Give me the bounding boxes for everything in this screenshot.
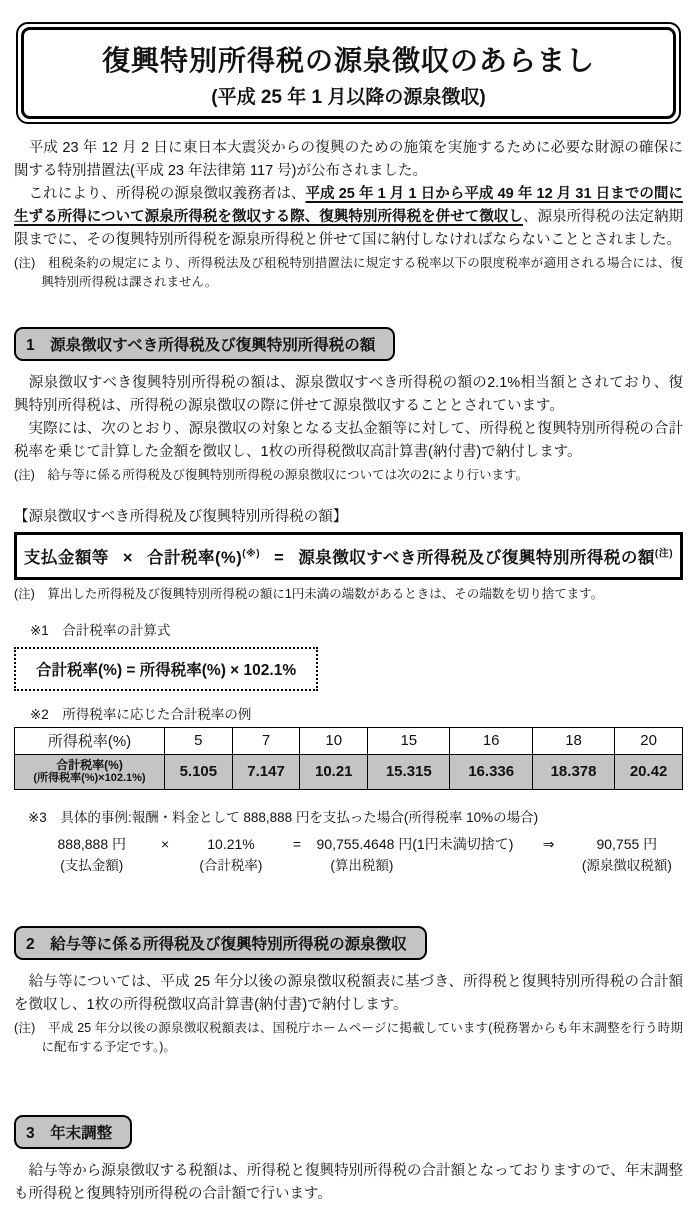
- total-rate-value: 20.42: [615, 754, 683, 789]
- example-block: [14, 806, 683, 876]
- section-2-note: (注) 平成 25 年分以後の源泉徴収税額表は、国税庁ホームページに掲載しています(税務署からも年末調整を行う時期に配布する予定です。)。: [14, 1020, 683, 1054]
- section-1-note: (注) 給与等に係る所得税及び復興特別所得税の源泉徴収については次の2により行います。: [14, 467, 529, 482]
- income-rate-value: 16: [450, 727, 532, 754]
- intro-note: (注) 租税条約の規定により、所得税法及び租税特別措置法に規定する税率以下の限度税率が適用される場合には、復興特別所得税は課されません。: [14, 256, 683, 289]
- document-page: [0, 22, 697, 1202]
- section-2-paragraph: 給与等については、平成 25 年分以後の源泉徴収税額表に基づき、所得税と復興特別所得税の合計額を徴収し、1枚の所得税徴収高計算書(納付書)で納付します。: [14, 973, 683, 1013]
- formula-result-superscript: (注): [654, 548, 674, 559]
- rates-table-income-row: [15, 727, 683, 754]
- total-rate-row-label: [15, 754, 165, 789]
- income-rate-value: 10: [300, 727, 368, 754]
- example-amount-label: (支払金額): [60, 857, 124, 873]
- intro-paragraph-2: [14, 183, 683, 252]
- example-result: 90,755.4648 円(1円未満切捨て): [316, 835, 514, 852]
- equals-sign: =: [274, 548, 285, 567]
- income-rate-value: 18: [532, 727, 614, 754]
- section-1-header: 1 源泉徴収すべき所得税及び復興特別所得税の額: [14, 327, 395, 361]
- income-rate-value: 20: [615, 727, 683, 754]
- example-spacer: [145, 855, 184, 876]
- section-3-header: 3 年末調整: [14, 1115, 132, 1149]
- total-rate-value: 18.378: [532, 754, 614, 789]
- intro-emphasis: 平成 25 年 1 月 1 日から平成 49 年 12 月 31 日までの間に生ずる所得について源泉所得税を徴収する際、復興特別所得税を併せて徴収し: [14, 186, 684, 225]
- total-rate-value: 15.315: [368, 754, 450, 789]
- withholding-formula-box: [14, 532, 683, 580]
- intro-paragraph-1: 平成 23 年 12 月 2 日に東日本大震災からの復興のための施策を実施するために必要な財源の確保に関する特別措置法(平成 23 年法律第 117 号)が公布されました。: [14, 140, 683, 179]
- formula-label: 【源泉徴収すべき所得税及び復興特別所得税の額】: [14, 508, 348, 525]
- example-final-label: (源泉徴収税額): [581, 857, 672, 873]
- example-labels-row: [38, 855, 683, 876]
- income-rate-value: 15: [368, 727, 450, 754]
- income-rate-row-label: 所得税率(%): [15, 727, 165, 754]
- example-spacer: [527, 855, 571, 876]
- income-rate-value: 7: [232, 727, 300, 754]
- total-rate-value: 10.21: [300, 754, 368, 789]
- title-box-inner: [21, 27, 676, 119]
- total-rate-row-label-line2: (所得税率(%)×102.1%): [33, 771, 146, 784]
- title-box: [16, 22, 681, 124]
- total-rate-formula-box: 合計税率(%) = 所得税率(%) × 102.1%: [14, 647, 318, 691]
- example-arrow-icon: ⇒: [542, 835, 555, 852]
- section-3-paragraph: 給与等から源泉徴収する税額は、所得税と復興特別所得税の合計額となっておりますので、年末調整も所得税と復興特別所得税の合計額で行います。: [14, 1163, 683, 1202]
- star2-label: ※2 所得税率に応じた合計税率の例: [30, 706, 252, 722]
- formula-payment-amount: 支払金額等: [23, 548, 109, 567]
- example-rate: 10.21%: [207, 835, 255, 852]
- total-rate-row-label-line1: 合計税率(%): [56, 757, 123, 772]
- document-body: [0, 137, 697, 1206]
- example-spacer: [277, 855, 316, 876]
- star3-label: ※3 具体的事例:報酬・料金として 888,888 円を支払った場合(所得税率 10%の場合): [28, 809, 539, 825]
- example-multiply-sign: ×: [160, 835, 170, 852]
- section-1-paragraph-1: 源泉徴収すべき復興特別所得税の額は、源泉徴収すべき所得税の額の2.1%相当額とされており、復興特別所得税は、所得税の源泉徴収の際に併せて源泉徴収することとされています。: [14, 374, 683, 414]
- example-final-amount: 90,755 円: [596, 835, 658, 852]
- rates-table-total-row: [15, 754, 683, 789]
- section-2-header: 2 給与等に係る所得税及び復興特別所得税の源泉徴収: [14, 926, 427, 960]
- income-rate-value: 5: [165, 727, 233, 754]
- formula-note: (注) 算出した所得税及び復興特別所得税の額に1円未満の端数があるときは、その端数を切り捨てます。: [14, 586, 604, 601]
- section-1-paragraph-2: 実際には、次のとおり、源泉徴収の対象となる支払金額等に対して、所得税と復興特別所得税の合計税率を乗じて計算した金額を徴収し、1枚の所得税徴収高計算書(納付書)で納付します。: [14, 420, 683, 460]
- formula-rate-superscript: (※): [242, 548, 261, 559]
- formula-result: 源泉徴収すべき所得税及び復興特別所得税の額: [298, 548, 655, 567]
- intro-paragraph-2-post: 、源泉所得税の法定納期限までに、その復興特別所得税を源泉所得税と併せて国に納付しなければならないこととされました。: [14, 209, 683, 248]
- intro-paragraph-2-pre: これにより、所得税の源泉徴収義務者は、: [14, 186, 306, 202]
- example-rate-label: (合計税率): [199, 857, 263, 873]
- example-equals-sign: =: [292, 835, 302, 852]
- total-rate-value: 16.336: [450, 754, 532, 789]
- multiply-sign: ×: [122, 548, 134, 567]
- star1-label: ※1 合計税率の計算式: [30, 622, 171, 638]
- formula-total-rate: 合計税率(%): [147, 548, 243, 567]
- total-rate-value: 7.147: [232, 754, 300, 789]
- rates-table: [14, 727, 683, 790]
- page-title: 復興特別所得税の源泉徴収のあらまし: [101, 45, 595, 76]
- example-calculation-row: [38, 834, 683, 855]
- page-subtitle: (平成 25 年 1 月以降の源泉徴収): [211, 87, 486, 108]
- example-result-label: (算出税額): [330, 857, 394, 873]
- example-amount: 888,888 円: [57, 835, 126, 852]
- total-rate-value: 5.105: [165, 754, 233, 789]
